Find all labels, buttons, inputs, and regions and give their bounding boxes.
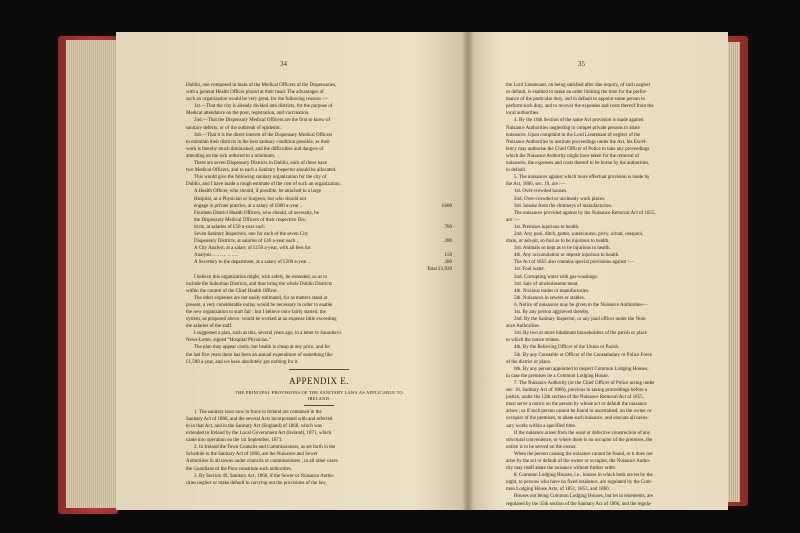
text-line: 7. The Nuisance Authority (or the Chief Officer of Police acting under <box>514 380 655 386</box>
text-line: 3rd.—That it is the direct interest of the Dispensary Medical Officers <box>194 132 333 138</box>
text-line: lency may authorise the Chief Officer of Police to take any proceedings <box>506 146 650 152</box>
right-paragraphs <box>506 82 728 508</box>
text-line: 6th. By any person appointed to inspect Common Lodging Houses, <box>514 366 649 372</box>
text-line: night, to persons who have no fixed residence, are regulated by the Com- <box>506 480 653 486</box>
text-line: 4th. Any accumulation or deposit injurious to health. <box>514 253 620 259</box>
text-line: If the nuisance arises from the want or defective construction of any <box>514 430 651 436</box>
text-line: in case the premises be a Common Lodging House. <box>506 373 609 379</box>
text-line: 5. The nuisances against which more effectual provision is made by <box>514 175 650 181</box>
text-line: The other expenses are not easily estimated, for as matters stand at <box>194 295 328 301</box>
right-page-text <box>506 82 728 508</box>
text-line: extended to Ireland by the Local Government Act (Ireland), 1871, which <box>186 431 332 437</box>
cost-description: Seven Sanitary Inspectors, one for each of the seven City <box>194 231 309 237</box>
book-gutter <box>462 32 474 510</box>
cost-description: engage in private practice, at a salary of £600 a-year .. <box>194 203 303 209</box>
left-page <box>116 32 468 510</box>
total-amount: £1,930 <box>438 267 452 273</box>
text-line: Sanitary Act of 1866, and the several Acts incorporated with and referred <box>186 416 333 422</box>
text-line: notice is to be served on the owner. <box>506 444 577 450</box>
cost-row <box>186 210 452 217</box>
text-line: perform such duty, and to recover the expenses and costs thereof from the <box>506 104 654 110</box>
cost-row <box>186 224 452 231</box>
text-line: include the Suburban Districts, and thus bring the whole Dublin Districts <box>186 281 332 287</box>
text-line: Houses not being Common Lodging Houses, but let in tenements, are <box>514 494 654 500</box>
text-line: Schedule to the Sanitary Act of 1866, are the Nuisance and Sewer <box>186 452 318 458</box>
cost-estimate <box>186 196 452 267</box>
text-line: in default. <box>506 168 527 174</box>
divider <box>289 369 349 370</box>
cost-amount: 200 <box>444 260 452 266</box>
left-paragraphs-b <box>186 274 452 366</box>
text-line: There are seven Dispensary Districts in Dublin, each of these have <box>194 161 328 167</box>
text-line: 8. Common Lodging Houses, i.e., houses in which beds are let by the <box>514 473 653 479</box>
text-line: with a general Health Officer placed at their head. The advantages of <box>186 90 324 96</box>
text-line: Dublin, one composed in main of the Medical Officers of the Dispensaries, <box>186 83 337 88</box>
text-line: are :— <box>506 217 520 223</box>
page-number-left: 34 <box>280 60 287 68</box>
text-line: the Guardians of the Poor constitute such authorities. <box>186 466 293 472</box>
text-line: £1,500 a year, and we have absolutely got nothing for it. <box>186 359 299 365</box>
text-line: attending on the sick reduced to a minimum. <box>186 153 276 159</box>
text-line: to in that Act, and in the Sanitary Act (England) of 1868, which was <box>186 423 322 429</box>
text-line: such an organization would be very great, for the following reasons :— <box>186 97 329 103</box>
text-line: nuisances, the expenses and costs thereof to be borne by the authorities, <box>506 161 650 167</box>
open-book <box>58 22 748 517</box>
cost-total <box>186 266 452 273</box>
cost-amount: 150 <box>444 253 452 259</box>
text-line: 3rd. Smoke from the chimneys of manufactories. <box>514 203 613 209</box>
text-line: system, as proposed above, would be worked at an expense little exceeding <box>186 317 337 323</box>
text-line: sanitary defects, or of the outbreak of epidemic. <box>186 125 282 131</box>
left-paragraphs-c <box>186 409 452 487</box>
text-line: occupier of the premises, to abate such nuisance, and execute all neces- <box>506 416 649 422</box>
text-line: Dublin, and I have made a rough estimate of the cost of such an organization. <box>186 182 341 188</box>
text-line: 3. By Section 49, Sanitary Act, 1866, if the Sewer or Nuisance Autho- <box>194 473 335 479</box>
page-number-right: 35 <box>578 60 585 68</box>
text-line: News-Letter, signed “Hospital Physician.” <box>186 338 271 344</box>
text-line: mon Lodging House Acts, of 1851, 1853, and 1860. <box>506 487 610 493</box>
text-line: the Lord Lieutenant, on being satisfied after due inquiry, of such neglect <box>506 83 651 88</box>
text-line: 3rd. Sale of unwholesome meat. <box>514 281 579 287</box>
appendix-subtitle-2: IRELAND. <box>307 395 331 401</box>
text-line: the new organization to start fair ; but I believe once fairly started, the <box>186 310 326 315</box>
total-label: Total <box>426 267 437 273</box>
text-line: the salaries of the staff. <box>186 324 233 330</box>
cost-description: A Secretary to the department, at a salary of £200 a-year .. <box>194 260 311 266</box>
text-line: rities neglect or make default in carrying out the provisions of the law, <box>186 480 327 486</box>
text-line: 1st. Foul water. <box>514 267 545 273</box>
text-line: mance of the particular duty, and in default to appoint some person to <box>506 97 645 103</box>
cost-description: Analysis .. .. .. .. .. .. .. <box>194 253 238 259</box>
text-line: Nuisance Authorities neglecting to compel private persons to abate <box>506 125 640 131</box>
text-line: arises ; or if such person cannot be found or ascertained, on the owner or <box>506 409 652 415</box>
cost-amount <box>430 217 452 224</box>
text-line: 2nd. Any pool, ditch, gutter, watercourse, privy, urinal, cesspool, <box>514 231 644 237</box>
text-line: must serve a notice on the person by whose act or default the nuisance <box>506 402 647 408</box>
cost-description: the Dispensary Medical Officers of their respective Dis- <box>194 217 307 223</box>
text-line: drain, or ash-pit, so foul as to be injurious to health. <box>506 239 610 245</box>
text-line: present, a very considerable outlay would be necessary in order to enable <box>186 302 333 308</box>
cost-description: Hospital, as a Physician or Surgeon, but who should not <box>194 196 306 202</box>
cost-description: tricts, at salaries of £50 a-year each <box>194 224 265 230</box>
left-page-text <box>186 82 452 487</box>
cost-row <box>186 196 452 203</box>
text-line: This would give the following sanitary organization for the city of <box>194 175 327 181</box>
text-line: The Act of 1855 also contains special provisions against :— <box>514 260 635 266</box>
cost-description: Dispensary Districts, at salaries of £40 a-year each .. <box>194 239 300 245</box>
text-line: 1st. Premises injurious to health. <box>514 224 580 230</box>
text-line: the Act, 1866, sec. 19, are :— <box>506 182 566 188</box>
text-line: 2nd. By the Sanitary Inspector, or any paid officer under the Nuis- <box>514 317 647 323</box>
cost-description: Fourteen District Health Officers, who should, of necessity, be <box>194 210 319 216</box>
cost-amount <box>430 210 452 217</box>
text-line: ance Authorities. <box>506 324 540 330</box>
text-line: 2nd.—That the Dispensary Medical Officers are the first to know of <box>194 118 331 124</box>
text-line: sec. 16, Sanitary Act of 1866), previous to taking proceedings before a <box>506 388 648 394</box>
divider-short <box>304 405 334 406</box>
text-line: came into operation on the 1st September, 1871. <box>186 438 283 444</box>
text-line: 4th. Noxious trades or manufactories. <box>514 288 590 294</box>
text-line: structural convenience, or where there is no occupier of the premises, the <box>506 437 653 443</box>
cost-amount <box>430 196 452 203</box>
text-line: 6. Notice of nuisances may be given to the Nuisance Authorities— <box>514 302 648 308</box>
appendix-subtitle: THE PRINCIPAL PROVISIONS OF THE SANITARY LAWS AS APPLICABLE TO <box>235 389 403 395</box>
text-line: 3rd. By two or more inhabitant householders of the parish or place <box>514 331 648 337</box>
text-line: Authorities in all towns under councils or commissioners ; in all other cases <box>186 459 338 465</box>
text-line: 1st. Over-crowded houses. <box>514 189 568 195</box>
left-paragraphs-a <box>186 82 452 196</box>
text-line: 2. In Ireland the Town Councils and Commissioners, as set forth in the <box>194 445 336 451</box>
cost-row <box>186 217 452 224</box>
text-line: 4. By the 16th Section of the same Act provision is made against <box>514 118 644 124</box>
text-line: The plan may appear costly, but health is cheap at any price, and for <box>194 345 331 351</box>
cost-amount <box>430 245 452 252</box>
text-line: 1st. By any person aggrieved thereby. <box>514 310 590 315</box>
text-line: 3rd. Animals so kept as to be injurious to health. <box>514 246 611 252</box>
text-line: Nuisance Authorities to institute proceedings under the Act, his Excel- <box>506 139 647 145</box>
text-line: the last five years there has been an annual expenditure of something like <box>186 352 333 358</box>
cost-amount: £600 <box>442 203 452 209</box>
text-line: justice, under the 12th section of the Nuisance Removal Act of 1855, <box>506 395 644 401</box>
text-line: Medical attendance on the poor, registration, and vaccination. <box>186 111 310 117</box>
text-line: 5th. By any Constable or Officer of the Constabulary or Police Force <box>514 352 652 358</box>
cost-description: A City Analyst, at a salary of £150 a-year, with all fees for <box>194 246 311 252</box>
text-line: work is thereby much diminished, and the difficulties and dangers of <box>186 146 324 152</box>
text-line: 1st.—That the city is already divided into districts, for the purpose of <box>194 104 333 110</box>
text-line: 1. The sanitary laws now in force in Ireland are contained in the <box>194 409 322 415</box>
text-line: sary works within a specified time. <box>506 423 576 429</box>
text-line: 4th. By the Relieving Officer of the Union or Parish. <box>514 345 620 351</box>
text-line: within the control of the Chief Health Officer. <box>186 288 278 294</box>
text-line: A Health Officer, who should, if possible, be attached to a large <box>194 189 322 195</box>
text-line: of the district or place. <box>506 359 552 365</box>
text-line: which the Nuisance Authority might have taken for the removal of <box>506 153 640 159</box>
text-line: 2nd. Corrupting water with gas-washings. <box>514 274 598 280</box>
text-line: nuisances. Upon complaint to the Lord Lieutenant of neglect of the <box>506 132 641 138</box>
text-line: 2nd. Over-crowded or uncleanly work places. <box>514 196 606 202</box>
cost-amount: 700 <box>444 224 452 230</box>
cost-row <box>186 238 452 245</box>
cost-amount <box>430 231 452 238</box>
text-line: regulated by the 35th section of the Sanitary Act of 1866, and the regula- <box>506 501 652 507</box>
cost-amount: 280 <box>444 239 452 245</box>
text-line: rity may itself abate the nuisance without further order. <box>506 466 617 472</box>
text-line: to which the notice relates. <box>506 338 560 344</box>
cost-row <box>186 231 452 238</box>
cost-row <box>186 252 452 259</box>
text-line: to maintain their districts in the best sanitary condition possible, as their <box>186 139 330 145</box>
text-line: I believe this organization might, with safety, be extended, so as to <box>194 274 328 280</box>
text-line: 5th. Nuisances in sewers or stables. <box>514 295 585 301</box>
text-line: arise by the act or default of the owner or occupier, the Nuisance Autho- <box>506 458 651 464</box>
text-line: When the person causing the nuisance cannot be found, or it does not <box>514 451 653 457</box>
cost-row <box>186 245 452 252</box>
text-line: two Medical Officers, and to each a Sanitary Inspector should be allocated. <box>186 168 337 174</box>
text-line: local authorities. <box>506 111 540 117</box>
text-line: I suggested a plan, such as this, several years ago, in a letter to Saunders's <box>194 331 342 337</box>
cost-row <box>186 259 452 266</box>
text-line: or default, is enabled to make an order limiting the time for the perfor- <box>506 90 647 96</box>
right-page <box>468 32 728 510</box>
text-line: The nuisances provided against by the Nuisance Removal Act of 1855, <box>514 210 656 216</box>
appendix-title: APPENDIX E. <box>288 375 349 386</box>
cost-row <box>186 203 452 210</box>
